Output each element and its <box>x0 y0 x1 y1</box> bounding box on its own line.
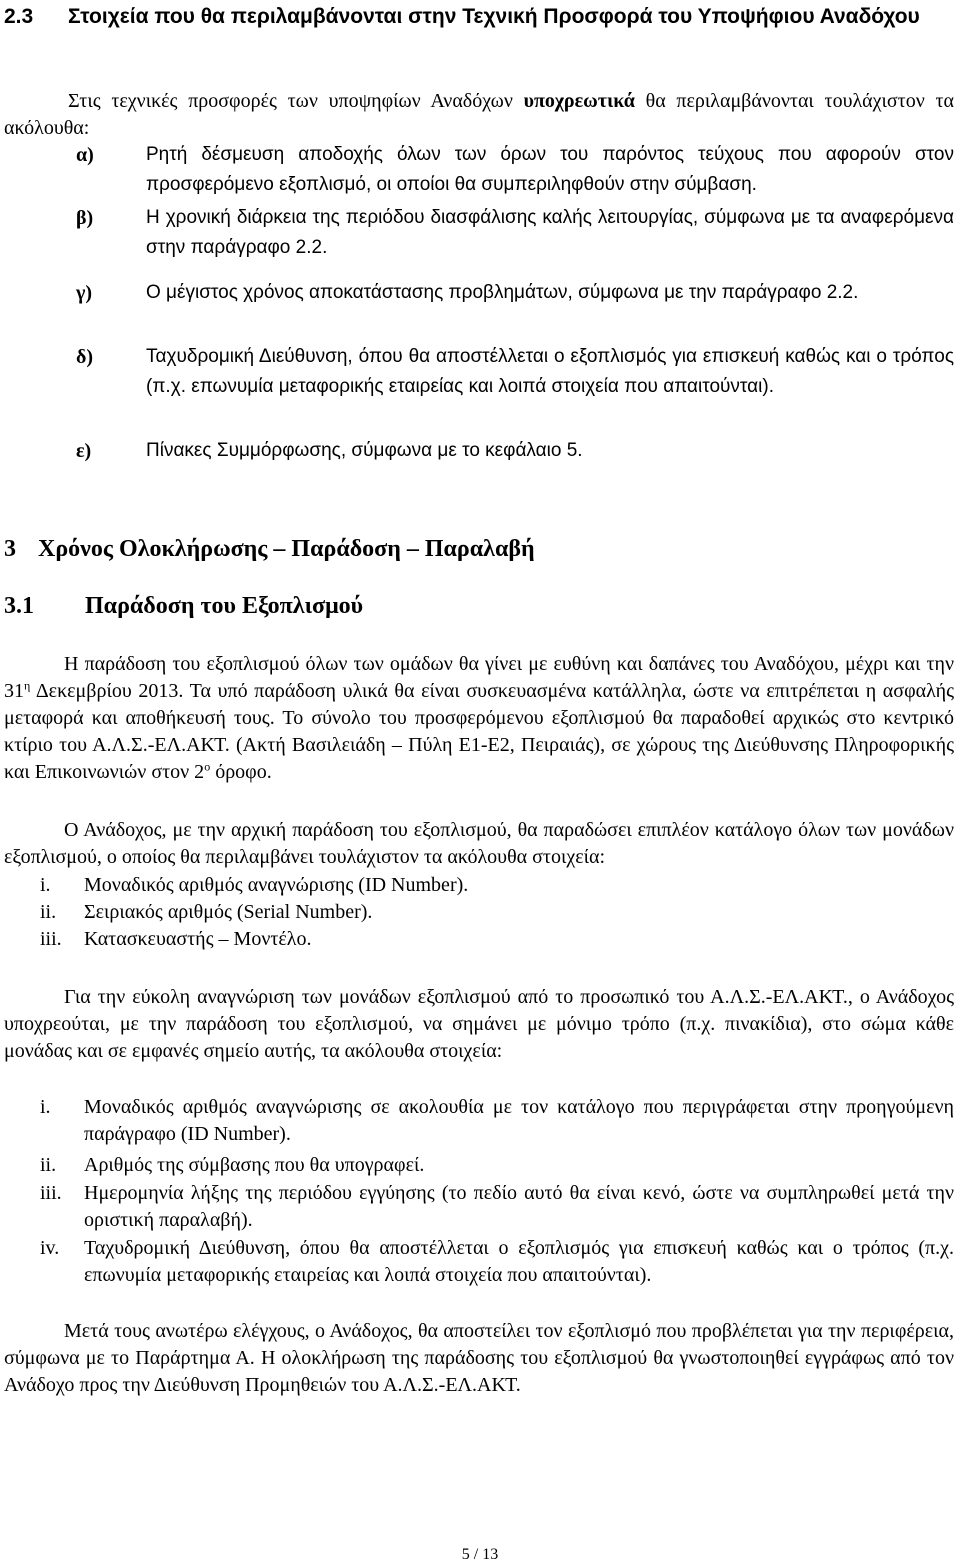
list-label: δ) <box>76 346 94 368</box>
list-item-text: Αριθμός της σύμβασης που θα υπογραφεί. <box>84 1154 425 1176</box>
list-label: ε) <box>76 440 92 462</box>
list-label: iv. <box>40 1237 60 1259</box>
section-number: 3.1 <box>4 593 34 619</box>
chapter-number: 3 <box>4 536 16 562</box>
list-item-text: Μοναδικός αριθμός αναγνώρισης (ID Number). <box>84 874 469 896</box>
marking-paragraph: Για την εύκολη αναγνώριση των μονάδων εξοπλισμού από το προσωπικό του Α.Λ.Σ.-ΕΛ.ΑΚΤ., ο Ανάδοχος υποχρεούται, με την παράδοση του εξοπλισμού, να σημάνει με μόνιμο τρόπο (π.χ. πινακίδια), στο σώμα κάθε μονάδας και σε εμφανές σημείο αυτής, τα ακόλουθα στοιχεία: <box>4 986 954 1062</box>
chapter-heading-3 <box>4 535 535 563</box>
list-label: i. <box>40 1096 51 1118</box>
list-item-text: Η χρονική διάρκεια της περιόδου διασφάλισης καλής λειτουργίας, σύμφωνα με τα αναφερόμενα στην παράγραφο 2.2. <box>146 207 954 258</box>
chapter-title: Χρόνος Ολοκλήρωσης – Παράδοση – Παραλαβή <box>38 536 535 562</box>
list-item-text: Ταχυδρομική Διεύθυνση, όπου θα αποστέλλεται ο εξοπλισμός για επισκευή καθώς και ο τρόπος (π.χ. επωνυμία μεταφορικής εταιρείας και λοιπά στοιχεία που απαιτούνται). <box>146 346 954 397</box>
list-item-text: Ρητή δέσμευση αποδοχής όλων των όρων του παρόντος τεύχους που αφορούν στον προσφερόμενο εξοπλισμό, οι οποίοι θα συμπεριληφθούν στην σύμβαση. <box>146 144 954 195</box>
list-label: γ) <box>76 282 93 304</box>
delivery-superscript-2: ο <box>204 759 211 774</box>
list-label: i. <box>40 874 51 896</box>
intro-text-before: Στις τεχνικές προσφορές των υποψηφίων Αναδόχων <box>68 90 524 112</box>
intro-text-after: θα περιλαμβάνονται τουλάχιστον τα ακόλουθα: <box>4 90 955 139</box>
list-item-text: Σειριακός αριθμός (Serial Number). <box>84 901 373 923</box>
delivery-paragraph <box>4 651 954 786</box>
page-number: 5 / 13 <box>461 1546 499 1563</box>
delivery-text-1: Η παράδοση του εξοπλισμού όλων των ομάδων θα γίνει με ευθύνη και δαπάνες του Αναδόχου, μέχρι και την 31 <box>4 653 954 702</box>
list-label: ii. <box>40 901 57 923</box>
list-label: iii. <box>40 928 62 950</box>
section-heading-3-1 <box>4 592 364 620</box>
list-item-text: Πίνακες Συμμόρφωσης, σύμφωνα με το κεφάλαιο 5. <box>146 440 583 461</box>
section-title: Στοιχεία που θα περιλαμβάνονται στην Τεχνική Προσφορά του Υποψήφιου Αναδόχου <box>68 5 920 28</box>
list-item-text: Ημερομηνία λήξης της περιόδου εγγύησης (το πεδίο αυτό θα είναι κενό, ώστε να συμπληρωθεί μετά την οριστική παραλαβή). <box>84 1182 954 1231</box>
delivery-text-3: όροφο. <box>210 761 272 783</box>
intro-emphasis: υποχρεωτικά <box>523 90 635 112</box>
list-label: iii. <box>40 1182 62 1204</box>
delivery-superscript-1: η <box>24 678 31 693</box>
section-title: Παράδοση του Εξοπλισμού <box>85 593 364 619</box>
intro-paragraph <box>4 88 954 142</box>
final-paragraph: Μετά τους ανωτέρω ελέγχους, ο Ανάδοχος, θα αποστείλει τον εξοπλισμό που προβλέπεται για την περιφέρεια, σύμφωνα με το Παράρτημα Α. Η ολοκλήρωση της παράδοσης του εξοπλισμού θα γνωστοποιηθεί εγγράφως από τον Ανάδοχο προς την Διεύθυνση Προμηθειών του Α.Λ.Σ.-ΕΛ.ΑΚΤ. <box>4 1320 954 1396</box>
list-label: ii. <box>40 1154 57 1176</box>
list-item-text: Ταχυδρομική Διεύθυνση, όπου θα αποστέλλεται ο εξοπλισμός για επισκευή καθώς και ο τρόπος (π.χ. επωνυμία μεταφορικής εταιρείας και λοιπά στοιχεία που απαιτούνται). <box>84 1237 954 1286</box>
list-label: α) <box>76 144 94 166</box>
delivery-text-2: Δεκεμβρίου 2013. Τα υπό παράδοση υλικά θα είναι συσκευασμένα κατάλληλα, ώστε να επιτρέπεται η ασφαλής μεταφορά και αποθήκευσή τους. Το σύνολο του προσφερόμενου εξοπλισμού θα παραδοθεί αρχικώς στο κεντρικό κτίριο του Α.Λ.Σ.-ΕΛ.ΑΚΤ. (Ακτή Βασιλειάδη – Πύλη Ε1-Ε2, Πειραιάς), σε χώρους της Διεύθυνσης Πληροφορικής και Επικοινωνιών στον 2 <box>4 680 954 783</box>
list-label: β) <box>76 207 94 229</box>
list-item-text: Μοναδικός αριθμός αναγνώρισης σε ακολουθία με τον κατάλογο που περιγράφεται στην προηγούμενη παράγραφο (ID Number). <box>84 1096 954 1145</box>
list-item-text: Ο μέγιστος χρόνος αποκατάστασης προβλημάτων, σύμφωνα με την παράγραφο 2.2. <box>146 282 859 303</box>
catalog-paragraph: Ο Ανάδοχος, με την αρχική παράδοση του εξοπλισμού, θα παραδώσει επιπλέον κατάλογο όλων των μονάδων εξοπλισμού, ο οποίος θα περιλαμβάνει τουλάχιστον τα ακόλουθα στοιχεία: <box>4 819 954 868</box>
list-item-text: Κατασκευαστής – Μοντέλο. <box>84 928 312 950</box>
section-number: 2.3 <box>4 5 34 28</box>
